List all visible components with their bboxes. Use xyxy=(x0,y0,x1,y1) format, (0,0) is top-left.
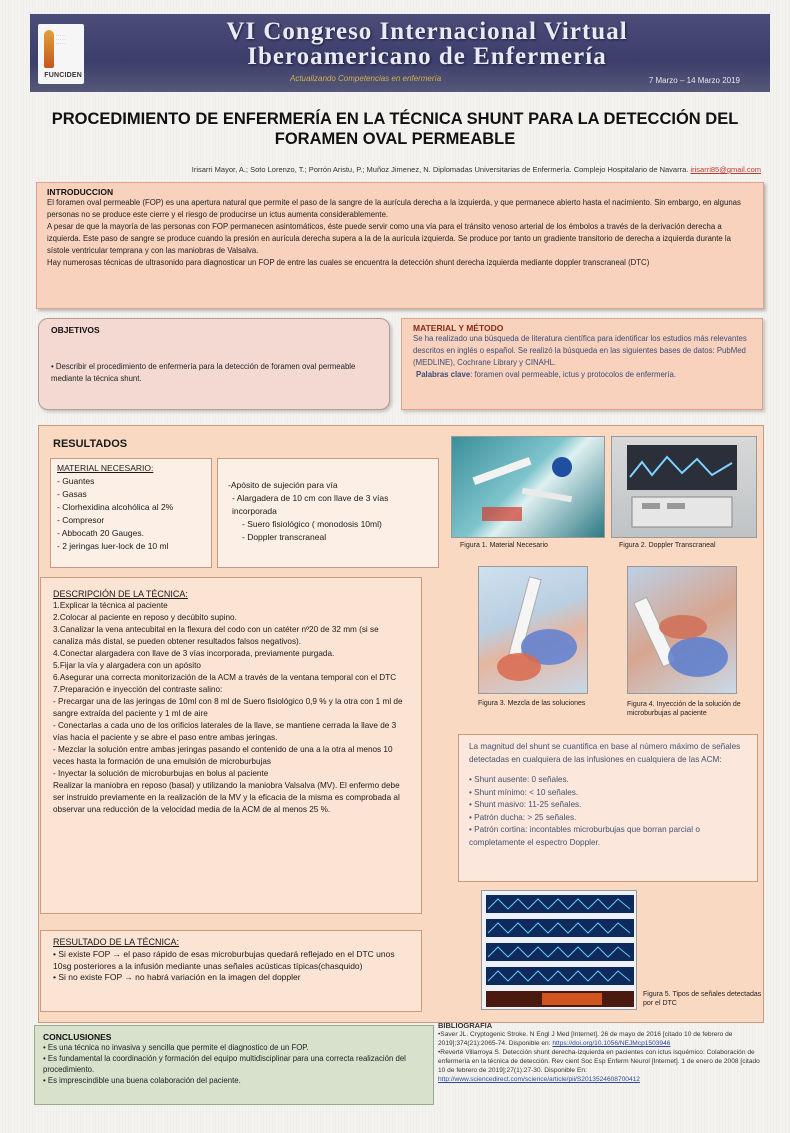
keywords-text: : foramen oval permeable, ictus y protocolos de enfermería. xyxy=(470,370,677,379)
reference-1 xyxy=(438,1030,768,1048)
material-item: - Suero fisiológico ( monodosis 10ml) xyxy=(242,519,382,529)
intro-heading: INTRODUCCION xyxy=(47,187,114,197)
figure-1-caption: Figura 1. Material Necesario xyxy=(460,542,548,549)
injection-photo-icon xyxy=(628,567,737,694)
reference-1-text: •Saver JL. Cryptogenic Stroke. N Engl J Med [Internet]. 26 de mayo de 2016 [citado 10 de febrero de 2019];374(21):2065-74. Disponible en: xyxy=(438,1031,733,1047)
reference-2-link[interactable]: http://www.sciencedirect.com/science/article/pii/S2013524608700412 xyxy=(438,1076,640,1083)
material-item: - Guantes xyxy=(57,476,95,486)
shunt-intro: La magnitud del shunt se cuantifica en base al número máximo de señales detectadas en cualquiera de las infusiones en cualquiera de las ACM: xyxy=(469,742,741,764)
methods-section xyxy=(401,318,763,410)
technique-step: 6.Asegurar una correcta monitorización de la ACM a través de la ventana temporal con el DTC xyxy=(53,673,397,682)
material-item: - Abbocath 20 Gauges. xyxy=(57,528,144,538)
congress-header xyxy=(30,14,770,92)
figure-5-caption: Figura 5. Tipos de señales detectadas por el DTC xyxy=(643,991,762,1007)
material-item: - Compresor xyxy=(57,515,105,525)
result-item: • Si existe FOP → el paso rápido de esas microburbujas quedará reflejado en el DTC unos 10sg posteriores a la infusión mediante unas señales acústicas típicas(chasquido) xyxy=(53,949,395,971)
bibliography-section xyxy=(438,1021,768,1084)
authors-text: Irisarri Mayor, A.; Soto Lorenzo, T.; Porrón Aristu, P.; Muñoz Jimenez, N. Diplomadas Universitarias de Enfermería. Complejo Hospitalario de Navarra. xyxy=(191,165,689,174)
material-list-box xyxy=(50,458,212,568)
doppler-photo-icon xyxy=(612,437,757,538)
reference-2-prefix: En: xyxy=(576,1067,587,1074)
conclusions-section xyxy=(34,1025,434,1105)
technique-step: Realizar la maniobra en reposo (basal) y utilizando la maniobra Valsalva (MV). El enfermo debe ser instruido previamente en la realización de la MV y la eficacia de la misma es comprobada al observar una reducción de la velocidad media de la ACM de al menos 25 %. xyxy=(53,781,400,814)
logo-text: FUNCIDEN xyxy=(44,72,82,79)
congress-title-line2: Iberoamericano de Enfermería xyxy=(247,43,607,70)
figure-4-caption: Figura 4. Inyección de la solución de microburbujas al paciente xyxy=(627,701,741,717)
figure-2-image xyxy=(611,436,757,538)
conclusions-heading: CONCLUSIONES xyxy=(43,1032,112,1042)
result-item: • Si no existe FOP → no habrá variación en la imagen del doppler xyxy=(53,972,301,982)
material-heading: MATERIAL NECESARIO: xyxy=(57,463,154,473)
figure-5-image xyxy=(481,890,637,1010)
author-email-link[interactable]: irisarri85@gmail.com xyxy=(690,165,761,174)
technique-description xyxy=(40,577,422,914)
result-heading: RESULTADO DE LA TÉCNICA: xyxy=(53,937,180,947)
technique-substep: - Precargar una de las jeringas de 10ml con 8 ml de Suero fisiológico 0,9 % y la otra con 1 ml de sangre extraída del paciente y 1 ml de aire xyxy=(53,697,403,718)
figure-1-image xyxy=(451,436,605,538)
figure-2-caption: Figura 2. Doppler Transcraneal xyxy=(619,542,716,549)
objectives-heading: OBJETIVOS xyxy=(51,325,100,335)
intro-section xyxy=(36,182,764,309)
material-item: - Alargadera de 10 cm con llave de 3 vías incorporada xyxy=(232,493,389,516)
technique-substep: - Conectarlas a cada uno de los orificios laterales de la llave, se mantiene cerrada la llave de 3 vías hacia el paciente y se abre el paso entre ambas jeringas. xyxy=(53,721,397,742)
reference-2-text: •Reverté Villarroya S. Detección shunt derecha-izquierda en pacientes con ictus isquémico: Colaboración de enfermería en la técnica de detección. Rev cient Soc Esp Enferm Neurol [Internet]. 1 de enero de 2008 [citado 10 de febrero de 2019];27(1):27-30. Disponible xyxy=(438,1049,760,1074)
bibliography-heading: BIBLIOGRAFIA xyxy=(438,1021,493,1030)
shunt-quantification xyxy=(458,734,758,882)
conclusion-item: • Es fundamental la coordinación y formación del equipo multidisciplinar para una correcta realización del procedimiento. xyxy=(43,1054,406,1074)
shunt-item: • Shunt ausente: 0 señales. xyxy=(469,775,569,784)
congress-subtitle: Actualizando Competencias en enfermería xyxy=(290,74,442,83)
material-item: - Doppler transcraneal xyxy=(242,532,327,542)
congress-title xyxy=(92,19,762,69)
material-list-box-2 xyxy=(217,458,439,568)
reference-1-link[interactable]: https://doi.org/10.1056/NEJMcp1503946 xyxy=(552,1040,671,1047)
logo-figure-icon xyxy=(44,30,54,68)
figure-3-caption: Figura 3. Mezcla de las soluciones xyxy=(478,700,586,707)
material-item: - Clorhexidina alcohólica al 2% xyxy=(57,502,174,512)
technique-substep: - Inyectar la solución de microburbujas en bolus al paciente xyxy=(53,769,269,778)
technique-step: 4.Conectar alargadera con llave de 3 vías incorporada, previamente purgada. xyxy=(53,649,335,658)
congress-dates: 7 Marzo – 14 Marzo 2019 xyxy=(648,76,740,85)
conclusion-item: • Es imprescindible una buena colaboración del paciente. xyxy=(43,1076,241,1085)
shunt-item: • Shunt mínimo: < 10 señales. xyxy=(469,787,579,797)
technique-step: 3.Canalizar la vena antecubital en la flexura del codo con un catéter nº20 de 32 mm (si se canaliza más distal, se pueden obtener resultados falsos negativos). xyxy=(53,625,379,646)
technique-substep: - Mezclar la solución entre ambas jeringas pasando el contenido de una a la otra al menos 10 veces hasta la formación de una emulsión de microburbujas xyxy=(53,745,393,766)
technique-heading: DESCRIPCIÓN DE LA TÉCNICA: xyxy=(53,589,188,599)
technique-result xyxy=(40,930,422,1012)
methods-heading: MATERIAL Y MÉTODO xyxy=(413,323,504,333)
results-heading: RESULTADOS xyxy=(53,438,128,450)
methods-text: Se ha realizado una búsqueda de literatura científica para identificar los estudios más relevantes descritos en inglés o español. Se realizó la búsqueda en las siguientes bases de datos: PubMed (MEDLINE), Cochrane Library y CINAHL. xyxy=(413,334,747,367)
conclusion-item: • Es una técnica no invasiva y sencilla que permite el diagnostico de un FOP. xyxy=(43,1043,309,1052)
shunt-item: • Patrón cortina: incontables microburbujas que borran parcial o completamente el espectro Doppler. xyxy=(469,825,700,847)
syringe-mixing-photo-icon xyxy=(479,567,588,694)
shunt-item: • Patrón ducha: > 25 señales. xyxy=(469,812,577,822)
congress-title-line1: VI Congreso Internacional Virtual xyxy=(226,18,628,45)
technique-step: 7.Preparación e inyección del contraste salino: xyxy=(53,685,223,694)
intro-paragraph-2: A pesar de que la mayoría de las personas con FOP permanecen asintomáticos, éste puede servir como una vía para el tránsito venoso arterial de los émbolos a través de la derivación derecha a izquierda. Este paso de sangre se produce cuando la presión en aurícula derecha supera a la de la aurícula izquierda. Se produce por tanto un gradiente transitorio de derecha a izquierda durante la sístole ventricular temprana y con las maniobras de Valsalva. xyxy=(47,222,731,255)
material-item: -Apósito de sujeción para vía xyxy=(228,480,338,490)
intro-paragraph-1: El foramen oval permeable (FOP) es una apertura natural que permite el paso de la sangre de la aurícula derecha a la izquierda, y que permanece abierto hasta el nacimiento. Sin embargo, en algunas personas no se produce este cierre y el riesgo de producirse un ictus aumenta considerablemente. xyxy=(47,198,741,219)
funciden-logo xyxy=(38,24,84,84)
technique-step: 5.Fijar la vía y alargadera con un apósito xyxy=(53,661,201,670)
objectives-text: • Describir el procedimiento de enfermería para la detección de foramen oval permeable mediante la técnica shunt. xyxy=(51,362,356,383)
doppler-signals-icon xyxy=(482,891,637,1010)
shunt-item: • Shunt masivo: 11-25 señales. xyxy=(469,800,582,809)
logo-small-text: · · · · · · · · · · · · · · · xyxy=(56,34,66,46)
keywords-label: Palabras clave xyxy=(416,370,471,379)
figure-3-image xyxy=(478,566,588,694)
objectives-section xyxy=(38,318,390,410)
material-item: - Gasas xyxy=(57,489,87,499)
material-photo-icon xyxy=(452,437,605,538)
authors-line xyxy=(116,165,761,174)
technique-step: 1.Explicar la técnica al paciente xyxy=(53,601,168,610)
technique-step: 2.Colocar al paciente en reposo y decúbito supino. xyxy=(53,613,237,622)
figure-4-image xyxy=(627,566,737,694)
reference-2 xyxy=(438,1048,768,1084)
material-item: - 2 jeringas luer-lock de 10 ml xyxy=(57,541,169,551)
poster-title: PROCEDIMIENTO DE ENFERMERÍA EN LA TÉCNICA SHUNT PARA LA DETECCIÓN DEL FORAMEN OVAL PERMEABLE xyxy=(51,110,739,148)
intro-paragraph-3: Hay numerosas técnicas de ultrasonido para diagnosticar un FOP de entre las cuales se encuentra la detección shunt derecha izquierda mediante doppler transcraneal (DTC) xyxy=(47,258,650,267)
